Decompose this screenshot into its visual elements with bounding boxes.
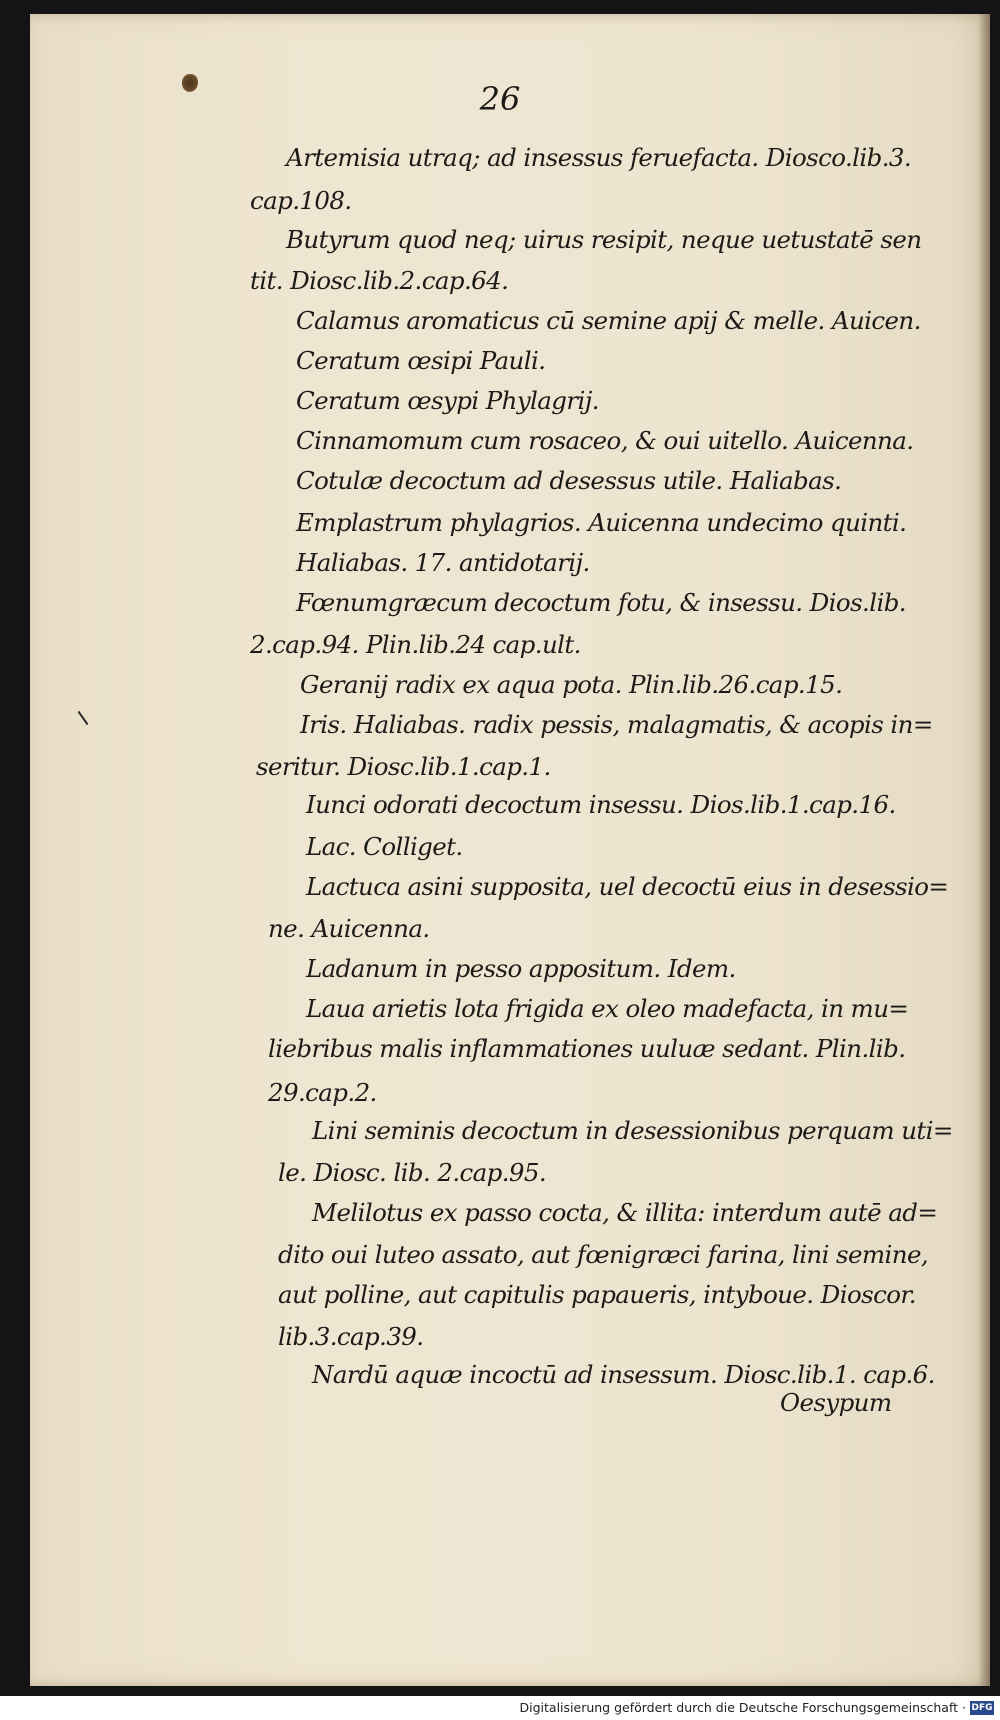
text-line: tit. Diosc.lib.2.cap.64. (250, 266, 509, 295)
text-line: Ladanum in pesso appositum. Idem. (306, 954, 736, 983)
text-line: Haliabas. 17. antidotarij. (296, 548, 590, 577)
text-line: Butyrum quod neq; uirus resipit, neque uetustatē sen (286, 225, 922, 254)
text-line: Melilotus ex passo cocta, & illita: interdum autē ad= (312, 1198, 938, 1227)
text-line: Geranij radix ex aqua pota. Plin.lib.26.cap.15. (300, 670, 843, 699)
footer-credit: Digitalisierung gefördert durch die Deutsche Forschungsgemeinschaft · (519, 1700, 966, 1715)
catchword: Oesypum (780, 1388, 892, 1417)
text-line: dito oui luteo assato, aut fœnigræci farina, lini semine, (278, 1240, 929, 1269)
text-line: Lac. Colliget. (306, 832, 463, 861)
text-line: liebribus malis inflammationes uuluæ sedant. Plin.lib. (268, 1034, 906, 1063)
text-line: 29.cap.2. (268, 1078, 377, 1107)
text-line: Lini seminis decoctum in desessionibus perquam uti= (312, 1116, 953, 1145)
text-line: Fœnumgræcum decoctum fotu, & insessu. Dios.lib. (296, 588, 906, 617)
text-line: Iunci odorati decoctum insessu. Dios.lib.1.cap.16. (306, 790, 896, 819)
text-line: Calamus aromaticus cū semine apij & melle. Auicen. (296, 306, 921, 335)
page-spine-shadow (978, 14, 990, 1686)
text-line: 2.cap.94. Plin.lib.24 cap.ult. (250, 630, 581, 659)
text-line: Emplastrum phylagrios. Auicenna undecimo quinti. (296, 508, 907, 537)
text-line: Artemisia utraq; ad insessus feruefacta. Diosco.lib.3. (286, 143, 912, 172)
text-line: cap.108. (250, 186, 352, 215)
book-page (30, 14, 990, 1686)
footer-bar (0, 1696, 1000, 1720)
text-line: Cinnamomum cum rosaceo, & oui uitello. Auicenna. (296, 426, 914, 455)
dfg-logo: DFG (971, 1703, 993, 1713)
text-line: aut polline, aut capitulis papaueris, intyboue. Dioscor. (278, 1280, 916, 1309)
text-line: ne. Auicenna. (268, 914, 430, 943)
text-line: Cotulæ decoctum ad desessus utile. Haliabas. (296, 466, 842, 495)
text-line: le. Diosc. lib. 2.cap.95. (278, 1158, 547, 1187)
page-number: 26 (479, 80, 521, 118)
text-line: Nardū aquæ incoctū ad insessum. Diosc.lib.1. cap.6. (312, 1360, 935, 1389)
text-line: Lactuca asini supposita, uel decoctū eius in desessio= (306, 872, 949, 901)
text-line: Ceratum œsypi Phylagrij. (296, 386, 599, 415)
text-line: seritur. Diosc.lib.1.cap.1. (256, 752, 551, 781)
text-line: Laua arietis lota frigida ex oleo madefacta, in mu= (306, 994, 909, 1023)
text-line: lib.3.cap.39. (278, 1322, 424, 1351)
text-line: Ceratum œsipi Pauli. (296, 346, 546, 375)
text-line: Iris. Haliabas. radix pessis, malagmatis, & acopis in= (300, 710, 933, 739)
